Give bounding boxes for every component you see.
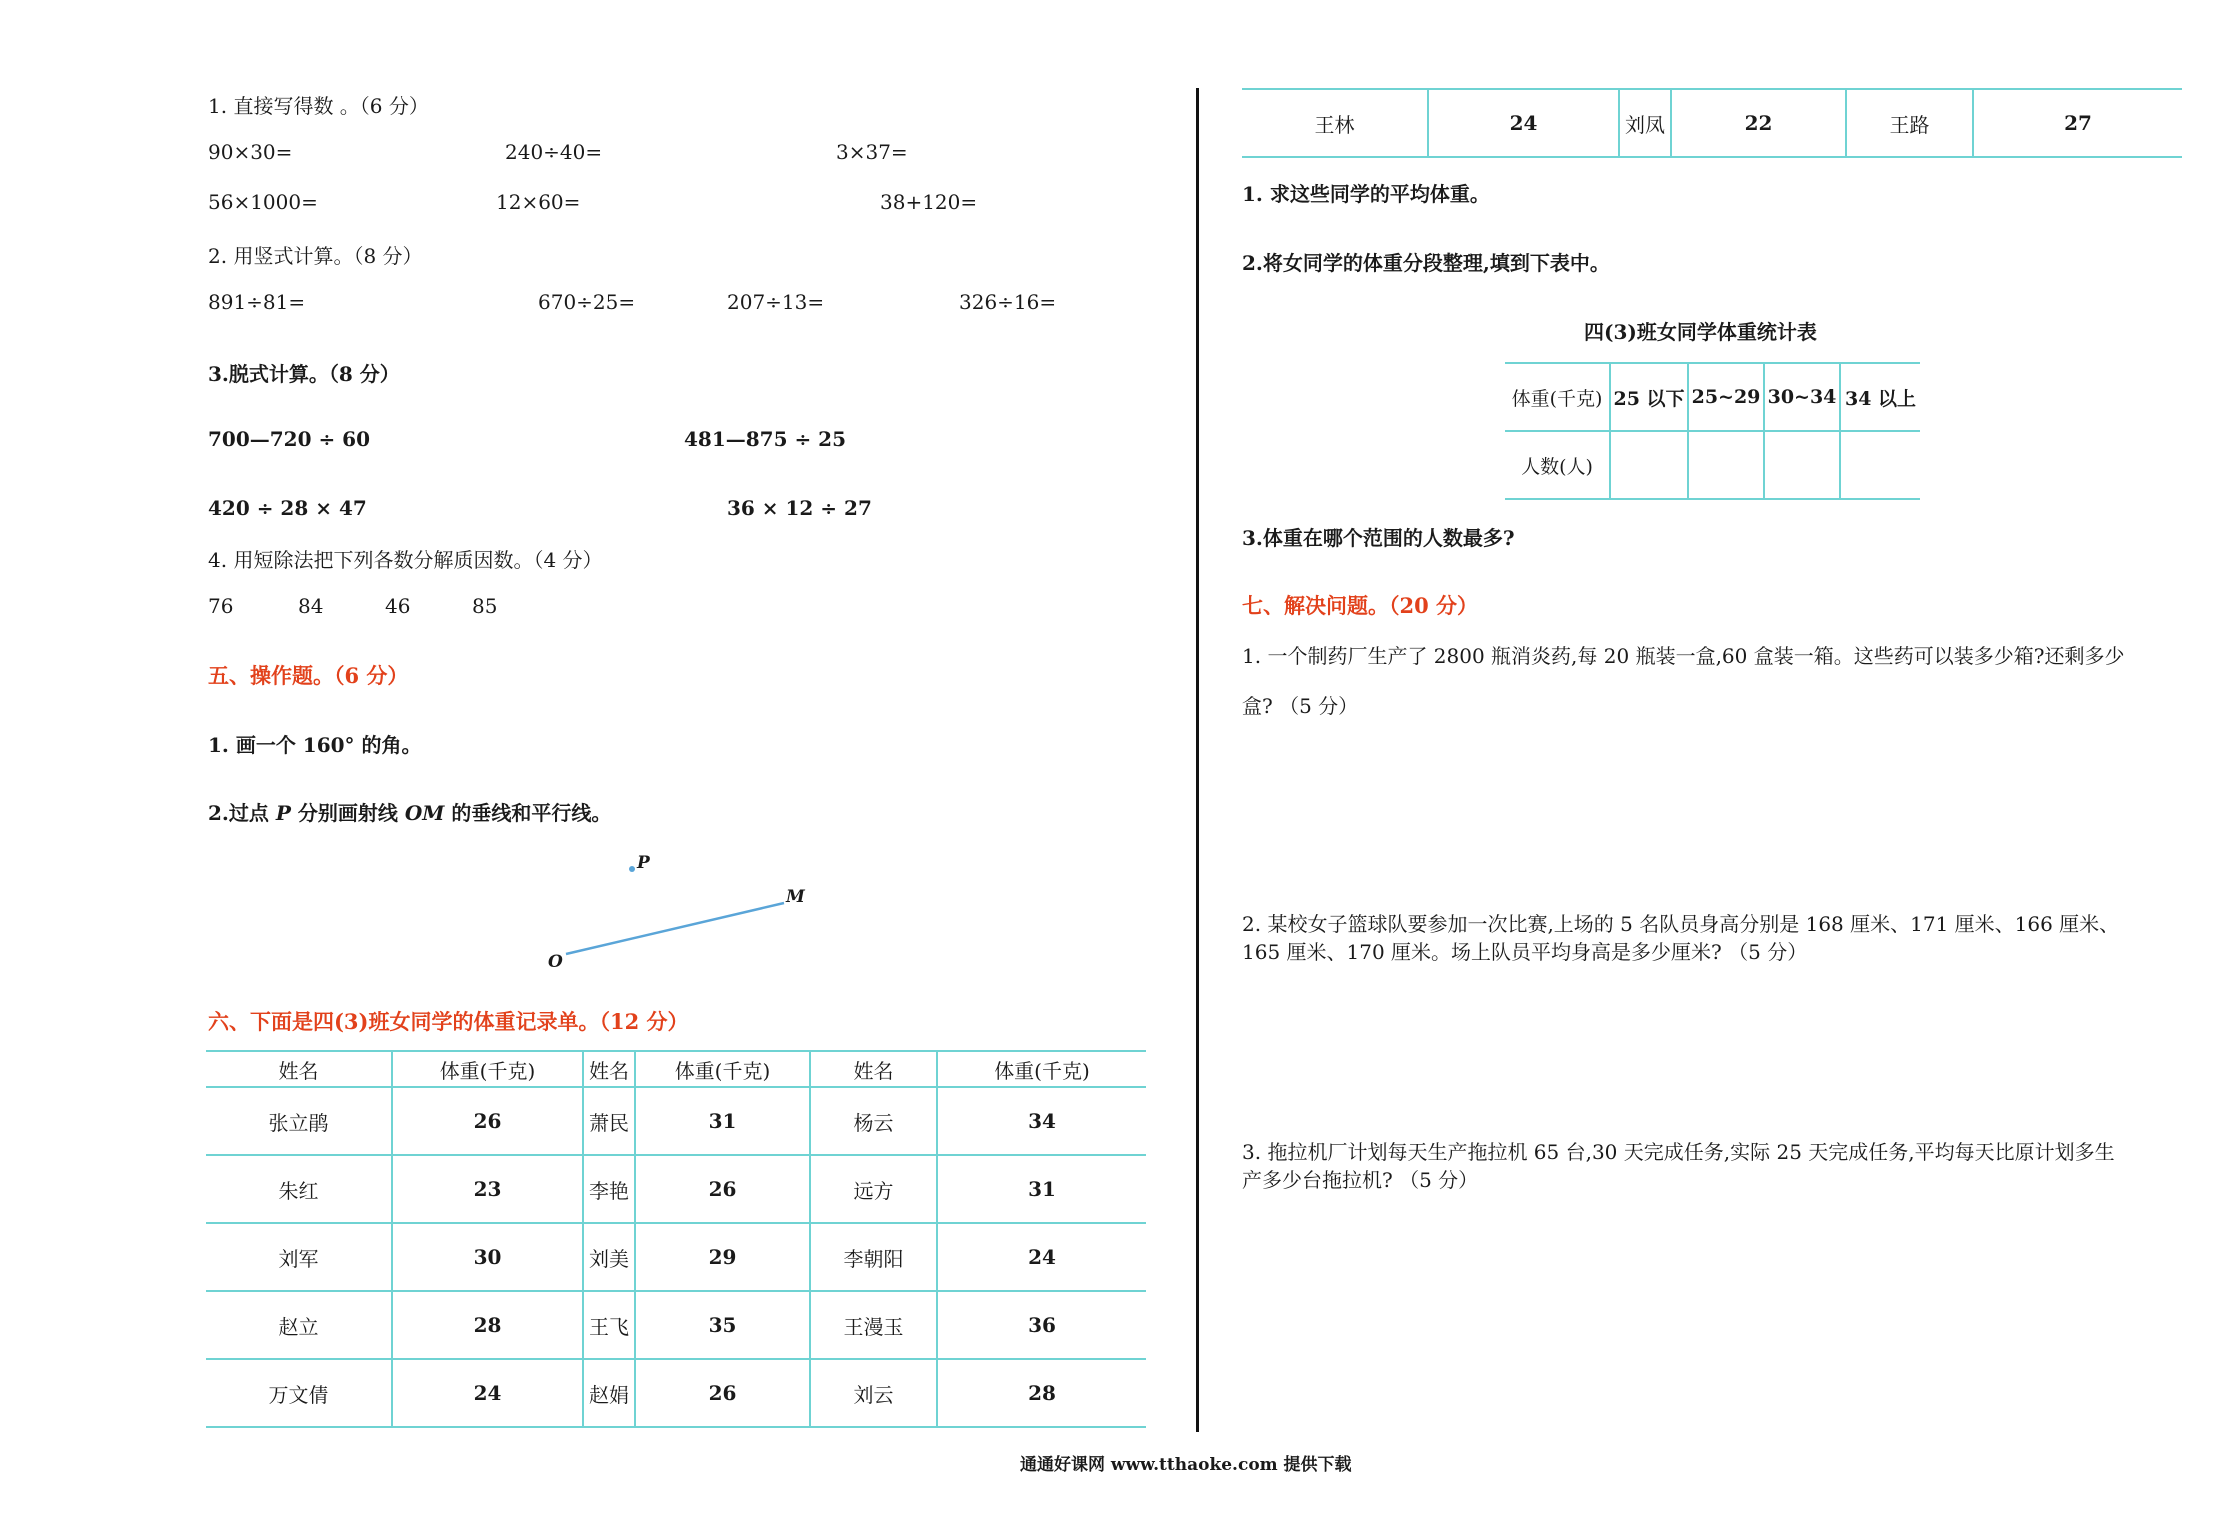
name-cell: 李朝阳 (810, 1223, 937, 1291)
header-cell: 姓名 (810, 1051, 937, 1087)
weight-cell: 27 (1973, 89, 2182, 157)
weight-record-table (206, 1050, 1146, 1428)
table-row (206, 1087, 1146, 1155)
q4-item: 76 (208, 594, 234, 618)
name-cell: 张立鹃 (206, 1087, 392, 1155)
stat-row-label: 人数(人) (1505, 431, 1610, 499)
label-o: O (548, 952, 563, 972)
problem-2-line-2: 165 厘米、170 厘米。场上队员平均身高是多少厘米? （5 分） (1242, 940, 1808, 964)
q4-item: 84 (298, 594, 324, 618)
stat-header-cell: 34 以上 (1840, 363, 1920, 431)
stat-header-row (1505, 363, 1920, 431)
section-5-title: 五、操作题。（6 分） (208, 663, 409, 688)
table-row (206, 1223, 1146, 1291)
name-cell: 朱红 (206, 1155, 392, 1223)
stat-answer-cell[interactable] (1840, 431, 1920, 499)
name-cell: 赵立 (206, 1291, 392, 1359)
column-divider (1196, 88, 1199, 1432)
stat-header-cell: 体重(千克) (1505, 363, 1610, 431)
table-row (206, 1359, 1146, 1427)
q2-item: 891÷81= (208, 290, 306, 314)
name-cell: 王飞 (583, 1291, 635, 1359)
q3-item: 420 ÷ 28 × 47 (208, 496, 367, 520)
stat-header-cell: 25 以下 (1610, 363, 1688, 431)
problem-3-line-1: 3. 拖拉机厂计划每天生产拖拉机 65 台,30 天完成任务,实际 25 天完成任务,平均每天比原计划多生 (1242, 1140, 2115, 1164)
stat-count-row (1505, 431, 1920, 499)
table-row (1242, 89, 2182, 157)
q1-item: 38+120= (880, 190, 978, 214)
name-cell: 王林 (1242, 89, 1428, 157)
header-cell: 体重(千克) (937, 1051, 1146, 1087)
q1-title: 1. 直接写得数 。（6 分） (208, 94, 429, 118)
name-cell: 刘凤 (1619, 89, 1671, 157)
q1-item: 56×1000= (208, 190, 318, 214)
ray-om-figure (540, 850, 840, 980)
stat-answer-cell[interactable] (1764, 431, 1840, 499)
weight-cell: 29 (635, 1223, 810, 1291)
name-cell: 王路 (1846, 89, 1973, 157)
weight-cell: 28 (937, 1359, 1146, 1427)
weight-cell: 35 (635, 1291, 810, 1359)
weight-cell: 24 (392, 1359, 583, 1427)
sec6-q2: 2.将女同学的体重分段整理,填到下表中。 (1242, 251, 1610, 275)
q3-item: 36 × 12 ÷ 27 (727, 496, 872, 520)
table-row (206, 1155, 1146, 1223)
weight-cell: 24 (1428, 89, 1619, 157)
section-6-title: 六、下面是四(3)班女同学的体重记录单。（12 分） (208, 1009, 689, 1034)
sec6-q1: 1. 求这些同学的平均体重。 (1242, 182, 1490, 206)
weight-cell: 30 (392, 1223, 583, 1291)
weight-stat-table (1505, 362, 1920, 500)
weight-cell: 36 (937, 1291, 1146, 1359)
q2-title: 2. 用竖式计算。（8 分） (208, 244, 423, 268)
label-p: P (637, 853, 650, 873)
weight-cell: 31 (937, 1155, 1146, 1223)
section-5-q2: 2.过点 P 分别画射线 OM 的垂线和平行线。 (208, 801, 612, 825)
name-cell: 萧民 (583, 1087, 635, 1155)
weight-cell: 28 (392, 1291, 583, 1359)
problem-2-line-1: 2. 某校女子篮球队要参加一次比赛,上场的 5 名队员身高分别是 168 厘米、171 厘米、166 厘米、 (1242, 912, 2120, 936)
weight-cell: 23 (392, 1155, 583, 1223)
name-cell: 远方 (810, 1155, 937, 1223)
stat-header-cell: 25~29 (1688, 363, 1764, 431)
q4-item: 85 (472, 594, 498, 618)
q2-item: 670÷25= (538, 290, 636, 314)
footer-credit: 通通好课网 www.tthaoke.com 提供下载 (1020, 1455, 1352, 1475)
q3-title: 3.脱式计算。（8 分） (208, 362, 400, 386)
weight-cell: 24 (937, 1223, 1146, 1291)
weight-cell: 26 (392, 1087, 583, 1155)
name-cell: 刘美 (583, 1223, 635, 1291)
q4-title: 4. 用短除法把下列各数分解质因数。（4 分） (208, 548, 603, 572)
name-cell: 万文倩 (206, 1359, 392, 1427)
name-cell: 刘军 (206, 1223, 392, 1291)
header-cell: 体重(千克) (392, 1051, 583, 1087)
sec6-q3: 3.体重在哪个范围的人数最多? (1242, 526, 1515, 550)
ray-om (566, 903, 784, 954)
weight-cell: 22 (1671, 89, 1846, 157)
problem-1-line-1: 1. 一个制药厂生产了 2800 瓶消炎药,每 20 瓶装一盒,60 盒装一箱。这些药可以装多少箱?还剩多少 (1242, 644, 2125, 668)
q2-item: 326÷16= (959, 290, 1057, 314)
q3-item: 481—875 ÷ 25 (684, 427, 847, 451)
problem-3-line-2: 产多少台拖拉机? （5 分） (1242, 1168, 1479, 1192)
name-cell: 刘云 (810, 1359, 937, 1427)
table-row (206, 1291, 1146, 1359)
header-cell: 姓名 (583, 1051, 635, 1087)
q1-item: 12×60= (496, 190, 581, 214)
q1-item: 90×30= (208, 140, 293, 164)
q1-item: 240÷40= (505, 140, 603, 164)
name-cell: 杨云 (810, 1087, 937, 1155)
header-cell: 体重(千克) (635, 1051, 810, 1087)
name-cell: 赵娟 (583, 1359, 635, 1427)
label-m: M (786, 887, 805, 907)
q2-item: 207÷13= (727, 290, 825, 314)
weight-record-table-continued (1242, 88, 2182, 158)
section-7-title: 七、解决问题。（20 分） (1242, 593, 1479, 618)
stat-answer-cell[interactable] (1610, 431, 1688, 499)
q1-item: 3×37= (836, 140, 908, 164)
q4-item: 46 (385, 594, 411, 618)
stat-table-title: 四(3)班女同学体重统计表 (1584, 320, 1817, 344)
section-5-q1: 1. 画一个 160° 的角。 (208, 733, 422, 757)
stat-answer-cell[interactable] (1688, 431, 1764, 499)
weight-cell: 34 (937, 1087, 1146, 1155)
stat-header-cell: 30~34 (1764, 363, 1840, 431)
header-cell: 姓名 (206, 1051, 392, 1087)
weight-cell: 31 (635, 1087, 810, 1155)
weight-cell: 26 (635, 1359, 810, 1427)
weight-cell: 26 (635, 1155, 810, 1223)
name-cell: 王漫玉 (810, 1291, 937, 1359)
problem-1-line-2: 盒? （5 分） (1242, 694, 1359, 718)
name-cell: 李艳 (583, 1155, 635, 1223)
point-p-dot (629, 866, 635, 872)
q3-item: 700—720 ÷ 60 (208, 427, 371, 451)
table-header-row (206, 1051, 1146, 1087)
